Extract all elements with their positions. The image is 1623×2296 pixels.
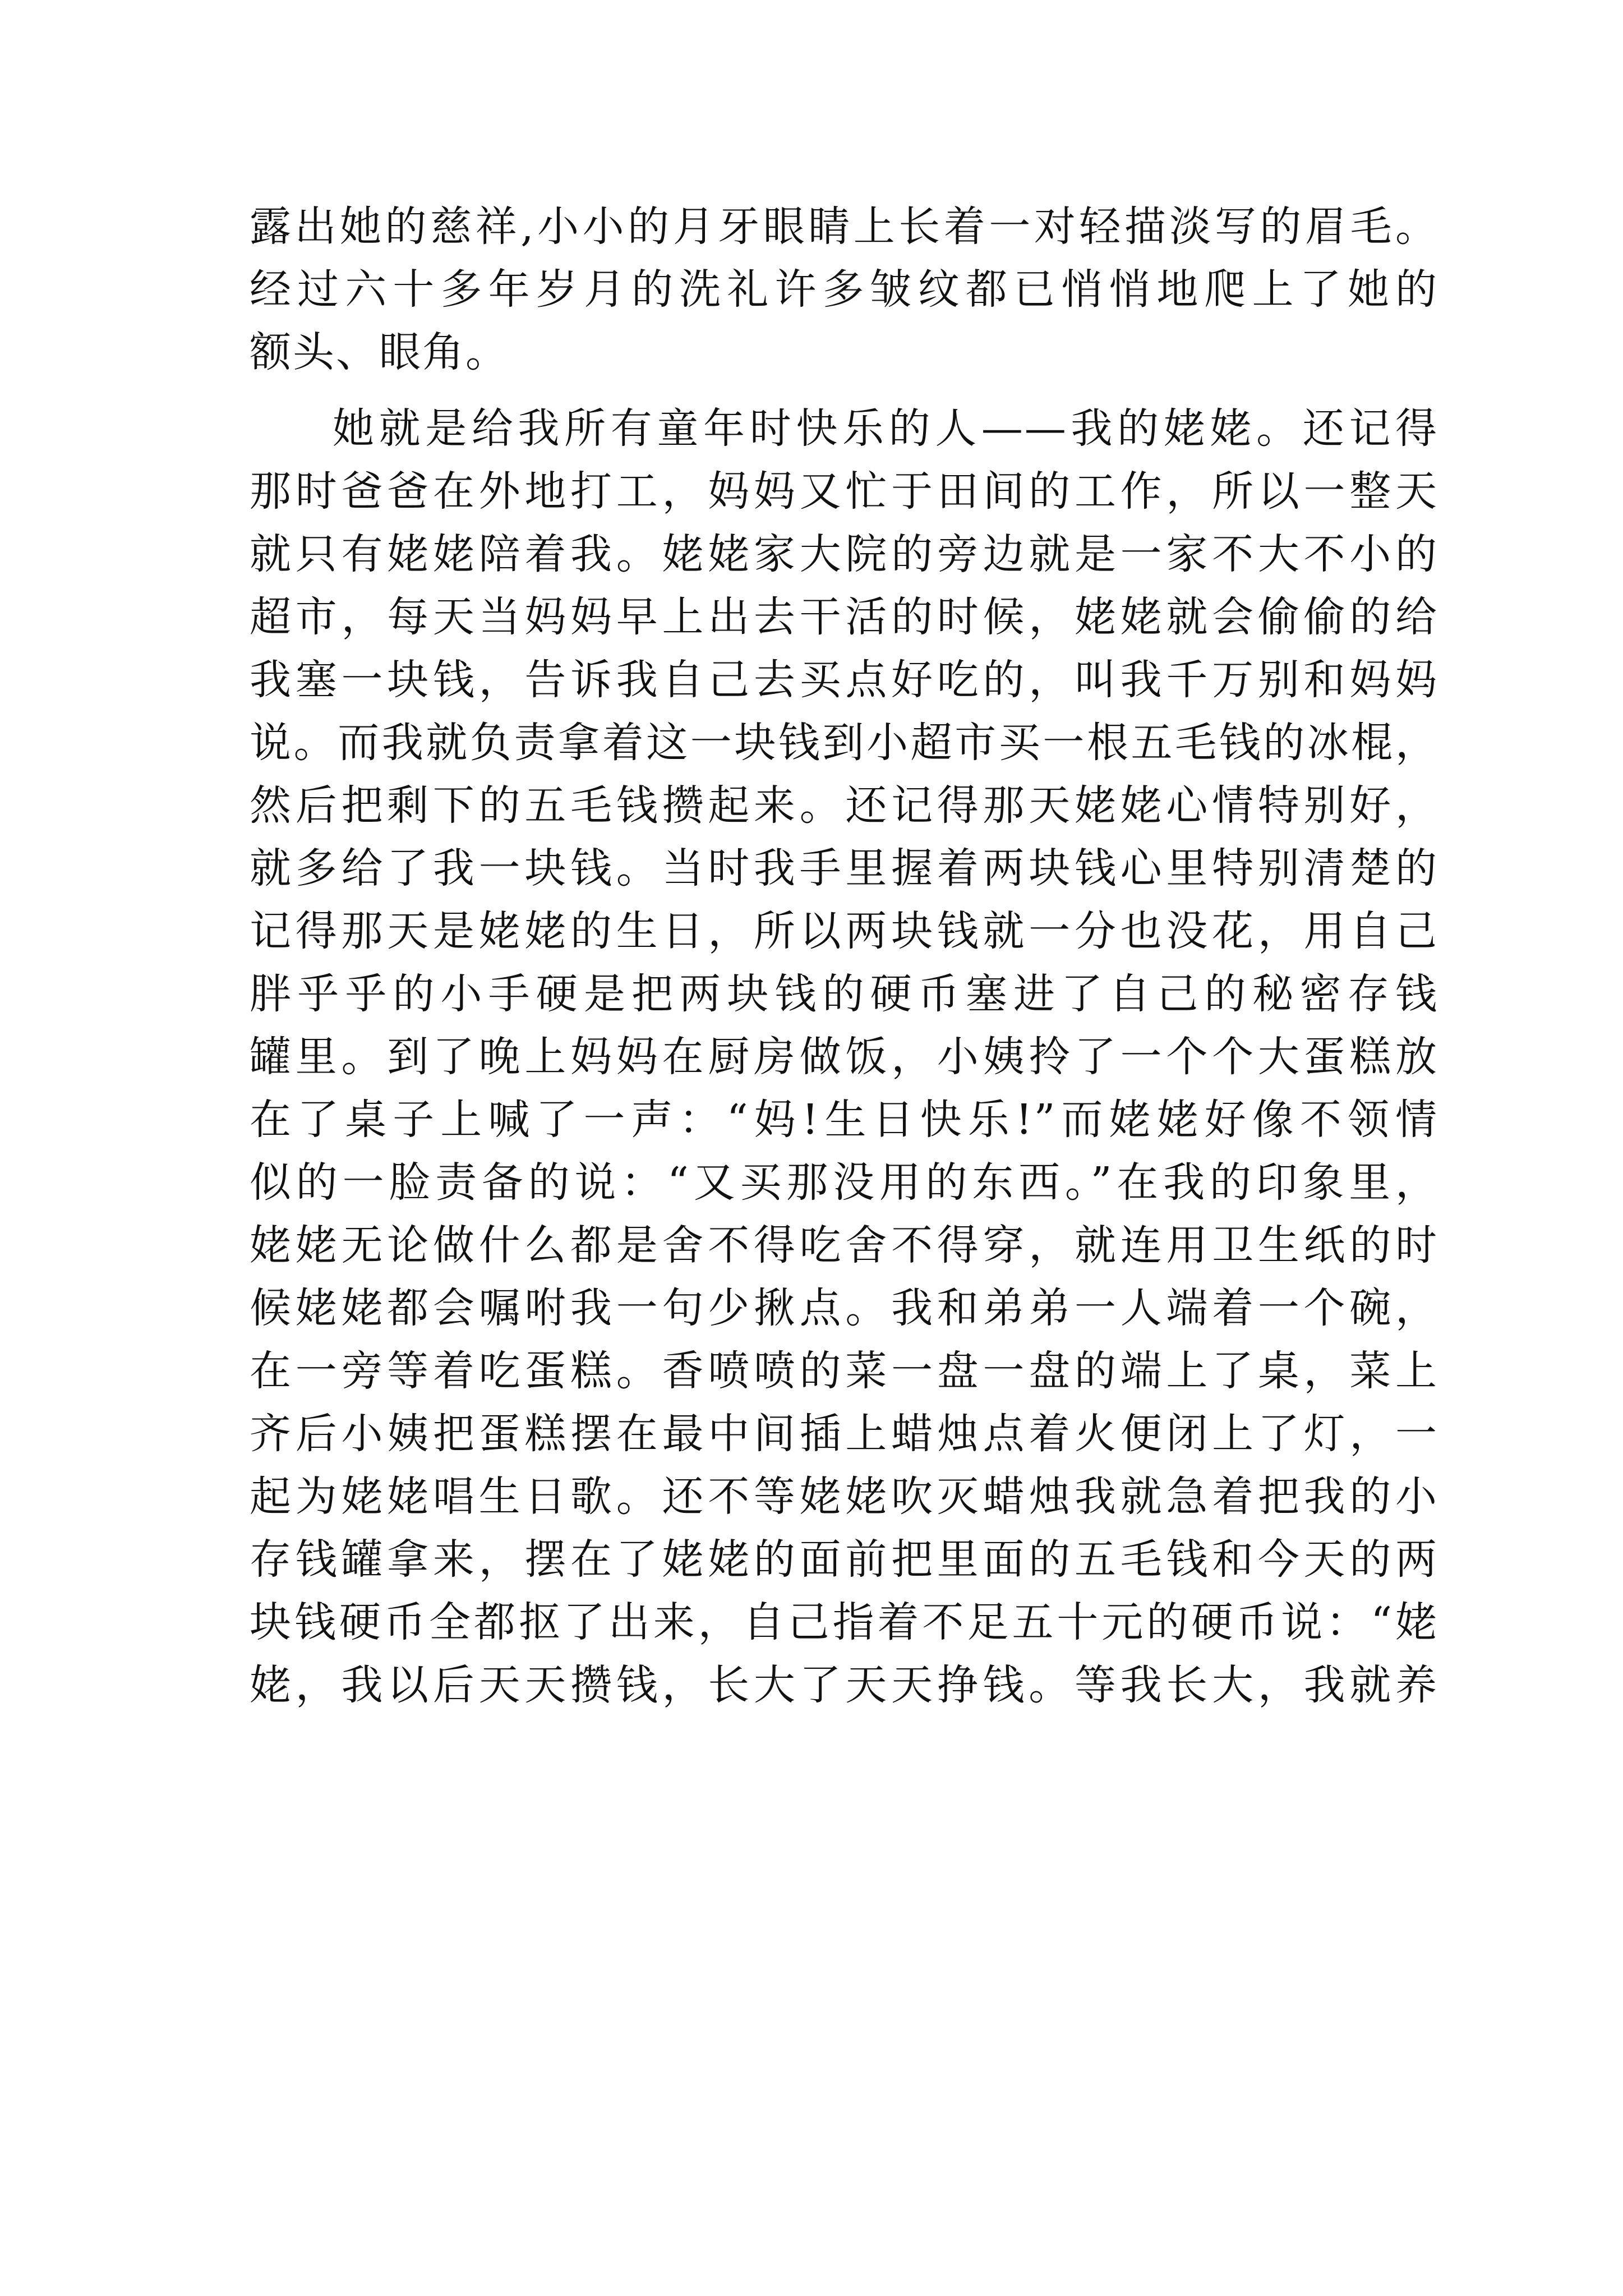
text-line: 记得那天是姥姥的生日，所以两块钱就一分也没花，用自己: [250, 907, 1438, 955]
text-line: 经过六十多年岁月的洗礼许多皱纹都已悄悄地爬上了她的: [250, 265, 1438, 314]
text-line: 齐后小姨把蛋糕摆在最中间插上蜡烛点着火便闭上了灯，一: [250, 1410, 1438, 1458]
text-line: 起为姥姥唱生日歌。还不等姥姥吹灭蜡烛我就急着把我的小: [250, 1473, 1438, 1521]
text-line: 姥，我以后天天攒钱，长大了天天挣钱。等我长大，我就养: [250, 1661, 1438, 1709]
text-line: 她就是给我所有童年时快乐的人——我的姥姥。还记得: [333, 404, 1438, 453]
paragraph-1: [250, 195, 1438, 384]
text-line: 存钱罐拿来，摆在了姥姥的面前把里面的五毛钱和今天的两: [250, 1535, 1438, 1584]
text-line: 然后把剩下的五毛钱攒起来。还记得那天姥姥心情特别好，: [250, 781, 1438, 830]
text-line: 候姥姥都会嘱咐我一句少揪点。我和弟弟一人端着一个碗，: [250, 1284, 1438, 1332]
text-line: 罐里。到了晚上妈妈在厨房做饭，小姨拎了一个个大蛋糕放: [250, 1033, 1438, 1081]
text-line: 似的一脸责备的说：“又买那没用的东西。”在我的印象里，: [250, 1158, 1438, 1207]
body-text: [250, 195, 1438, 1717]
text-line: 在了桌子上喊了一声：“妈!生日快乐!”而姥姥好像不领情: [250, 1096, 1438, 1144]
text-line: 姥姥无论做什么都是舍不得吃舍不得穿，就连用卫生纸的时: [250, 1221, 1438, 1269]
paragraph-gap: [250, 384, 1438, 397]
text-line: 就只有姥姥陪着我。姥姥家大院的旁边就是一家不大不小的: [250, 530, 1438, 578]
text-line: 额头、眼角。: [250, 328, 509, 376]
text-line: 在一旁等着吃蛋糕。香喷喷的菜一盘一盘的端上了桌，菜上: [250, 1347, 1438, 1395]
text-line: 块钱硬币全都抠了出来，自己指着不足五十元的硬币说：“姥: [250, 1598, 1438, 1646]
text-line: 那时爸爸在外地打工，妈妈又忙于田间的工作，所以一整天: [250, 467, 1438, 516]
text-line: 我塞一块钱，告诉我自己去买点好吃的，叫我千万别和妈妈: [250, 656, 1438, 704]
text-line: 露出她的慈祥,小小的月牙眼睛上长着一对轻描淡写的眉毛。: [250, 203, 1438, 251]
text-line: 说。而我就负责拿着这一块钱到小超市买一根五毛钱的冰棍，: [250, 719, 1438, 767]
text-line: 就多给了我一块钱。当时我手里握着两块钱心里特别清楚的: [250, 844, 1438, 892]
text-line: 胖乎乎的小手硬是把两块钱的硬币塞进了自己的秘密存钱: [250, 970, 1438, 1018]
paragraph-2: [250, 397, 1438, 1717]
text-line: 超市，每天当妈妈早上出去干活的时候，姥姥就会偷偷的给: [250, 593, 1438, 641]
